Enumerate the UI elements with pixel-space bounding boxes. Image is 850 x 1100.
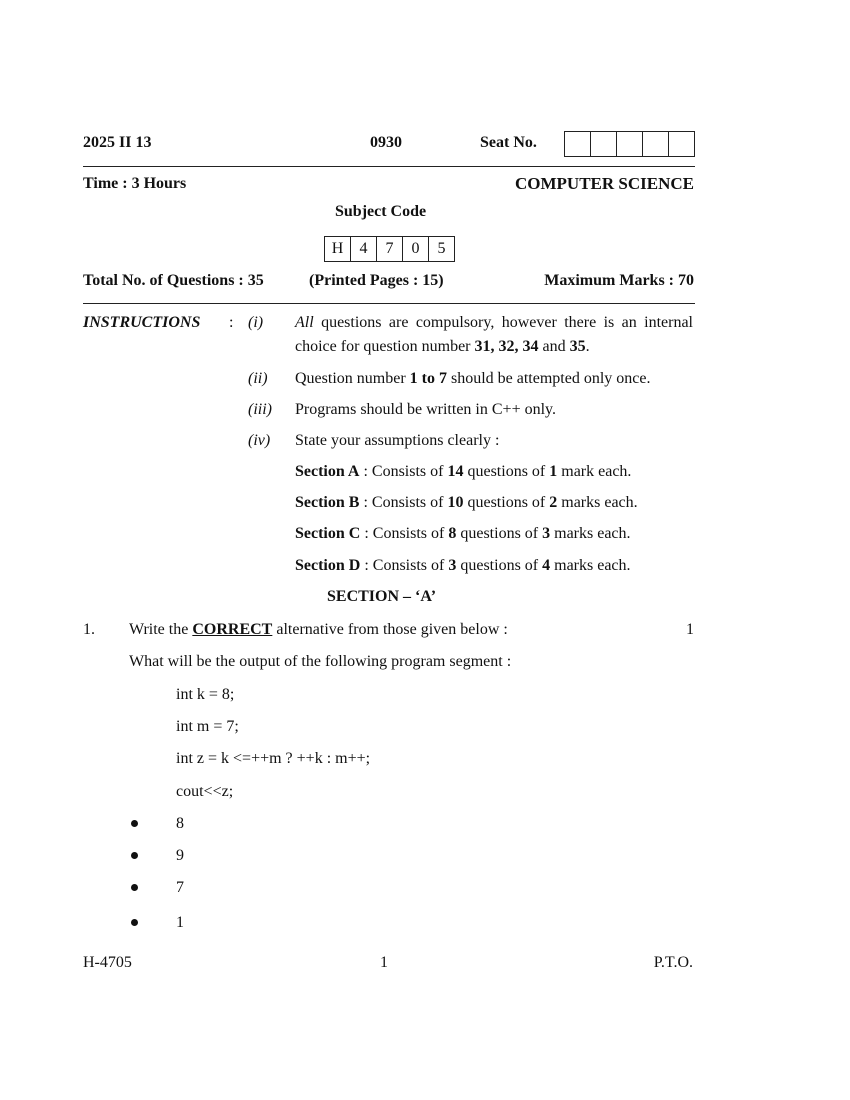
bullet-icon	[131, 884, 138, 891]
footer-code: H-4705	[83, 954, 132, 971]
question-marks: 1	[686, 621, 694, 638]
seat-label: Seat No.	[480, 134, 537, 151]
please-turn-over: P.T.O.	[653, 954, 693, 971]
total-questions: Total No. of Questions : 35	[83, 272, 264, 289]
code-line: int m = 7;	[176, 718, 239, 735]
instructions-label: INSTRUCTIONS	[83, 314, 201, 331]
section-c-info: Section C : Consists of 8 questions of 3 marks each.	[295, 525, 631, 542]
option: 1	[176, 914, 184, 931]
instruction-4: State your assumptions clearly :	[295, 432, 500, 449]
subject-code-boxes: H 4 7 0 5	[324, 236, 455, 262]
maximum-marks: Maximum Marks : 70	[544, 272, 694, 289]
subject-code-label: Subject Code	[335, 203, 427, 220]
option: 9	[176, 847, 184, 864]
option: 8	[176, 815, 184, 832]
bullet-icon	[131, 919, 138, 926]
item-number: (ii)	[248, 370, 268, 387]
time-allowed: Time : 3 Hours	[83, 175, 187, 192]
seat-number-boxes	[564, 131, 695, 157]
item-number: (iv)	[248, 432, 271, 449]
question-number: 1.	[83, 621, 95, 638]
option: 7	[176, 879, 184, 896]
question-prompt: What will be the output of the following program segment :	[129, 653, 512, 670]
subject-title: COMPUTER SCIENCE	[515, 174, 694, 193]
item-number: (i)	[248, 314, 264, 331]
instruction-2: Question number 1 to 7 should be attempted only once.	[295, 370, 651, 387]
paper-code: 2025 II 13	[83, 134, 152, 151]
bullet-icon	[131, 852, 138, 859]
divider	[83, 303, 695, 304]
item-number: (iii)	[248, 401, 272, 418]
exam-code: 0930	[370, 134, 402, 151]
divider	[83, 166, 695, 167]
code-line: cout<<z;	[176, 783, 234, 800]
section-a-info: Section A : Consists of 14 questions of 1 mark each.	[295, 463, 632, 480]
question-instruction: Write the CORRECT alternative from those given below :	[129, 621, 508, 638]
printed-pages: (Printed Pages : 15)	[309, 272, 444, 289]
section-d-info: Section D : Consists of 3 questions of 4 marks each.	[295, 557, 631, 574]
section-b-info: Section B : Consists of 10 questions of 2 marks each.	[295, 494, 638, 511]
code-line: int z = k <=++m ? ++k : m++;	[176, 750, 371, 767]
instruction-1: All questions are compulsory, however there is an internal choice for question number 31, 32, 34 and 35.	[295, 314, 693, 355]
bullet-icon	[131, 820, 138, 827]
instruction-3: Programs should be written in C++ only.	[295, 401, 556, 418]
section-heading: SECTION – ‘A’	[327, 588, 437, 605]
code-line: int k = 8;	[176, 686, 235, 703]
colon: :	[229, 314, 234, 331]
page-number: 1	[380, 954, 388, 971]
